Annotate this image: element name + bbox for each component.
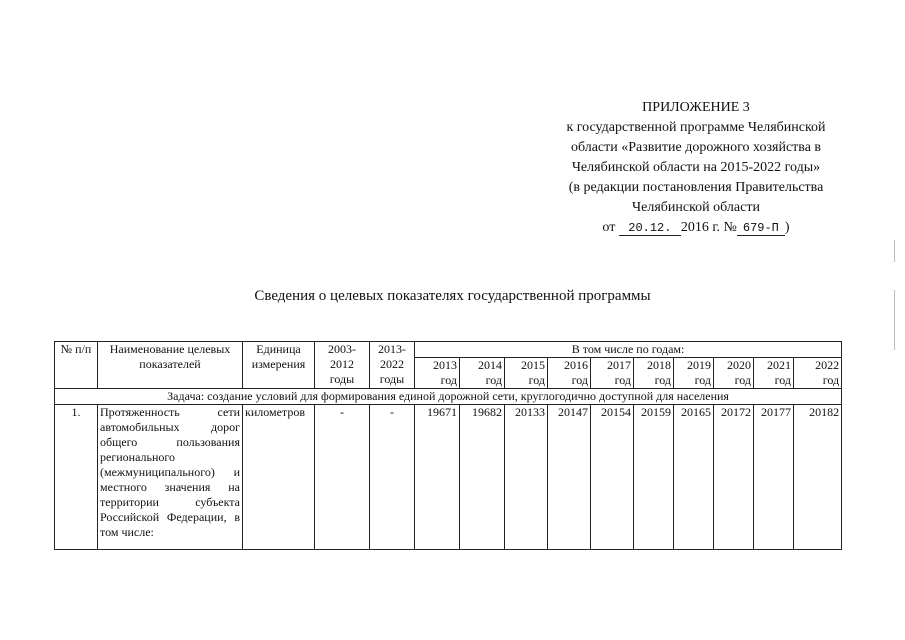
header-name: Наименование целевых показателей: [98, 342, 243, 389]
year-suffix: год: [694, 373, 711, 387]
header-period-2013-2022: 2013-2022 годы: [370, 342, 415, 389]
row-period-2003-2012: -: [315, 405, 370, 550]
year-suffix: год: [485, 373, 502, 387]
year-label: 2018: [647, 358, 671, 372]
header-year-2017: [591, 358, 634, 389]
year-suffix: год: [774, 373, 791, 387]
header-year-2018: [634, 358, 674, 389]
year-suffix: год: [734, 373, 751, 387]
year-suffix: год: [654, 373, 671, 387]
header-year-2015: [505, 358, 548, 389]
appendix-date-line: [540, 218, 852, 238]
table-row: [55, 405, 842, 550]
year-label: 2014: [478, 358, 502, 372]
row-value-2020: 20172: [714, 405, 754, 550]
date-field: 20.12.: [619, 221, 681, 236]
date-year: 2016 г. №: [680, 220, 737, 235]
header-period-2003-2012: 2003-2012 годы: [315, 342, 370, 389]
header-year-2019: [674, 358, 714, 389]
year-label: 2021: [767, 358, 791, 372]
year-label: 2022: [815, 358, 840, 372]
header-unit: Единица измерения: [243, 342, 315, 389]
header-number: № п/п: [55, 342, 98, 389]
year-label: 2013: [433, 358, 457, 372]
header-year-2014: [460, 358, 505, 389]
row-value-2015: 20133: [505, 405, 548, 550]
appendix-header: [540, 98, 852, 238]
appendix-line-3: области «Развитие дорожного хозяйства в: [570, 140, 822, 155]
margin-mark: [894, 290, 895, 350]
appendix-line-5: (в редакции постановления Правительства: [568, 180, 824, 195]
appendix-title: ПРИЛОЖЕНИЕ 3: [642, 100, 750, 115]
year-suffix: год: [614, 373, 631, 387]
year-suffix: год: [571, 373, 588, 387]
header-row-1: [55, 342, 842, 358]
year-suffix: год: [440, 373, 457, 387]
row-unit: километров: [243, 405, 315, 550]
row-value-2019: 20165: [674, 405, 714, 550]
header-by-years: В том числе по годам:: [415, 342, 842, 358]
task-cell: Задача: создание условий для формирования единой дорожной сети, круглогодично доступной для населения: [55, 389, 842, 405]
indicators-table: [54, 341, 842, 550]
date-prefix: от: [602, 220, 616, 235]
row-value-2014: 19682: [460, 405, 505, 550]
year-label: 2019: [687, 358, 711, 372]
header-year-2020: [714, 358, 754, 389]
row-value-2017: 20154: [591, 405, 634, 550]
document-title: Сведения о целевых показателях государственной программы: [254, 288, 651, 304]
year-label: 2020: [727, 358, 751, 372]
appendix-line-2: к государственной программе Челябинской: [566, 120, 826, 135]
row-period-2013-2022: -: [370, 405, 415, 550]
header-year-2016: [548, 358, 591, 389]
task-row: [55, 389, 842, 405]
appendix-line-6: Челябинской области: [632, 200, 760, 215]
margin-mark: [894, 240, 895, 262]
header-year-2013: [415, 358, 460, 389]
date-closing: ): [784, 220, 790, 235]
year-suffix: год: [528, 373, 545, 387]
year-label: 2015: [521, 358, 545, 372]
row-number: 1.: [55, 405, 98, 550]
row-value-2016: 20147: [548, 405, 591, 550]
row-value-2013: 19671: [415, 405, 460, 550]
appendix-line-4: Челябинской области на 2015-2022 годы»: [571, 160, 821, 175]
row-value-2022: 20182: [794, 405, 842, 550]
year-label: 2016: [564, 358, 588, 372]
year-suffix: год: [822, 373, 840, 387]
row-name: Протяженность сети автомобильных дорог общего пользования регионального (межмуниципального) и местного значения на территории субъекта Российской Федерации, в том числе:: [98, 405, 243, 550]
row-value-2018: 20159: [634, 405, 674, 550]
header-year-2021: [754, 358, 794, 389]
row-value-2021: 20177: [754, 405, 794, 550]
decree-number-field: 679-П: [737, 221, 785, 236]
header-year-2022: [794, 358, 842, 389]
year-label: 2017: [607, 358, 631, 372]
